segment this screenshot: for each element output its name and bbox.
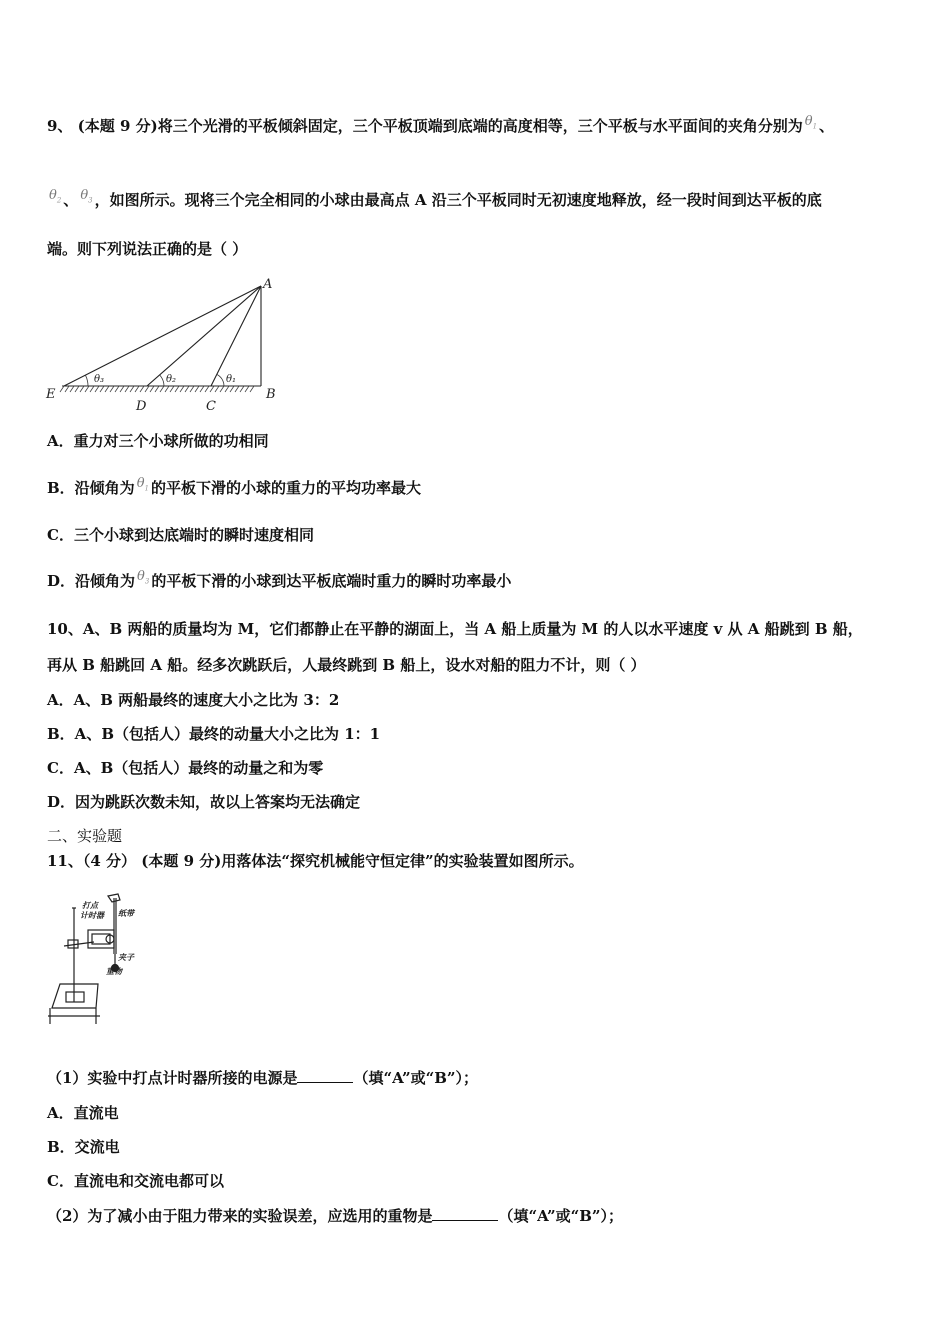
hatch-stroke xyxy=(65,386,69,392)
hatch-stroke xyxy=(110,386,114,392)
hatch-stroke xyxy=(240,386,244,392)
theta3-symbol-d: $\theta_3$ xyxy=(137,569,150,586)
theta1-symbol: $\theta_1$ xyxy=(804,114,818,131)
hatch-stroke xyxy=(245,386,249,392)
hatch-stroke xyxy=(85,386,89,392)
q11-option-a: A．直流电 xyxy=(47,1104,119,1122)
hatch-stroke xyxy=(225,386,229,392)
hatch-stroke xyxy=(115,386,119,392)
hatch-stroke xyxy=(170,386,174,392)
hatch-stroke xyxy=(250,386,254,392)
q11-line1: 11、（4 分） (本题 9 分)用落体法“探究机械能守恒定律”的实验装置如图所示。 xyxy=(47,852,584,870)
label-weight: 重物 xyxy=(106,966,122,976)
q11-part2 xyxy=(47,1206,623,1226)
point-e-label: E xyxy=(46,387,56,402)
q9-line1 xyxy=(47,116,834,143)
hatch-stroke xyxy=(135,386,139,392)
arc-theta2 xyxy=(160,375,164,386)
hatch-stroke xyxy=(125,386,129,392)
q9-option-b xyxy=(47,478,421,505)
ground-hatch xyxy=(60,386,254,392)
label-timer-1: 打点 xyxy=(82,900,98,910)
label-timer-2: 计时器 xyxy=(80,910,104,920)
hatch-stroke xyxy=(95,386,99,392)
q9-option-d xyxy=(47,571,511,598)
point-c-label: C xyxy=(206,399,216,412)
q9-line3: 端。则下列说法正确的是（ ） xyxy=(47,240,248,258)
plane-ea xyxy=(64,286,261,386)
q9-option-a: A．重力对三个小球所做的功相同 xyxy=(47,432,269,450)
label-tape: 纸带 xyxy=(118,908,134,918)
hatch-stroke xyxy=(145,386,149,392)
section-title: 二、实验题 xyxy=(47,827,123,845)
hatch-stroke xyxy=(80,386,84,392)
hatch-stroke xyxy=(160,386,164,392)
hatch-stroke xyxy=(190,386,194,392)
plane-da xyxy=(147,286,261,386)
q10-option-c: C．A、B（包括人）最终的动量之和为零 xyxy=(47,759,324,777)
q10-option-d: D．因为跳跃次数未知，故以上答案均无法确定 xyxy=(47,793,361,811)
hatch-stroke xyxy=(120,386,124,392)
hatch-stroke xyxy=(200,386,204,392)
hatch-stroke xyxy=(205,386,209,392)
hatch-stroke xyxy=(185,386,189,392)
q11-option-c: C．直流电和交流电都可以 xyxy=(47,1172,224,1190)
q9-option-d-pre: D．沿倾角为 xyxy=(47,572,136,590)
q10-option-b: B．A、B（包括人）最终的动量大小之比为 1：1 xyxy=(47,725,381,743)
theta2-symbol: $\theta_2$ xyxy=(49,188,62,205)
hatch-stroke xyxy=(70,386,74,392)
hatch-stroke xyxy=(180,386,184,392)
q10-option-a: A．A、B 两船最终的速度大小之比为 3：2 xyxy=(47,691,340,709)
angle-theta3-label: θ₃ xyxy=(94,374,105,385)
label-clip: 夹子 xyxy=(118,952,134,962)
hatch-stroke xyxy=(230,386,234,392)
hatch-stroke xyxy=(60,386,64,392)
q11-apparatus-figure xyxy=(46,884,146,1032)
stand-base xyxy=(52,984,98,1008)
plane-ca xyxy=(211,286,261,386)
hatch-stroke xyxy=(150,386,154,392)
q11-part2-pre: （2）为了减小由于阻力带来的实验误差，应选用的重物是 xyxy=(47,1207,433,1225)
hatch-stroke xyxy=(75,386,79,392)
q9-line2 xyxy=(47,190,822,217)
q9-option-b-post: 的平板下滑的小球的重力的平均功率最大 xyxy=(150,479,421,497)
arc-theta3 xyxy=(85,375,88,386)
hatch-stroke xyxy=(105,386,109,392)
arc-theta1 xyxy=(217,374,224,386)
q10-line1: 10、A、B 两船的质量均为 M，它们都静止在平静的湖面上，当 A 船上质量为 M 的人以水平速度 v 从 A 船跳到 B 船， xyxy=(47,620,863,638)
hatch-stroke xyxy=(175,386,179,392)
hatch-stroke xyxy=(130,386,134,392)
angle-theta1-label: θ₁ xyxy=(226,374,237,385)
hatch-stroke xyxy=(90,386,94,392)
point-a-label: A xyxy=(263,277,273,292)
hatch-stroke xyxy=(140,386,144,392)
hatch-stroke xyxy=(235,386,239,392)
q9-option-c: C．三个小球到达底端时的瞬时速度相同 xyxy=(47,526,314,544)
hatch-stroke xyxy=(165,386,169,392)
q9-line2-sep: 、 xyxy=(63,191,79,209)
hatch-stroke xyxy=(220,386,224,392)
theta3-symbol: $\theta_3$ xyxy=(80,188,93,205)
point-d-label: D xyxy=(136,399,147,412)
q11-part1-post: （填“A”或“B”）； xyxy=(353,1069,479,1087)
hatch-stroke xyxy=(210,386,214,392)
angle-theta2-label: θ₂ xyxy=(166,374,177,385)
q10-line2: 再从 B 船跳回 A 船。经多次跳跃后，人最终跳到 B 船上，设水对船的阻力不计，则（ ） xyxy=(47,656,646,674)
answer-blank-2[interactable] xyxy=(432,1206,498,1221)
q11-part1 xyxy=(47,1068,478,1088)
q11-part2-post: （填“A”或“B”）； xyxy=(498,1207,624,1225)
hatch-stroke xyxy=(100,386,104,392)
q11-part1-pre: （1）实验中打点计时器所接的电源是 xyxy=(47,1069,298,1087)
point-b-label: B xyxy=(266,387,276,402)
q11-option-b: B．交流电 xyxy=(47,1138,120,1156)
q9-line1-text: 9、 (本题 9 分)将三个光滑的平板倾斜固定，三个平板顶端到底端的高度相等，三个平板与水平面间的夹角分别为 xyxy=(47,117,803,135)
hatch-stroke xyxy=(155,386,159,392)
hatch-stroke xyxy=(215,386,219,392)
q9-option-b-pre: B．沿倾角为 xyxy=(47,479,135,497)
q9-option-d-post: 的平板下滑的小球到达平板底端时重力的瞬时功率最小 xyxy=(151,572,512,590)
theta1-symbol-b: $\theta_1$ xyxy=(136,476,149,493)
hatch-stroke xyxy=(195,386,199,392)
q9-line2-text: ，如图所示。现将三个完全相同的小球由最高点 A 沿三个平板同时无初速度地释放，经一段时间到达平板的底 xyxy=(94,191,822,209)
answer-blank-1[interactable] xyxy=(297,1068,353,1083)
q9-incline-figure xyxy=(44,276,284,412)
q9-line1-tail: 、 xyxy=(819,117,835,135)
